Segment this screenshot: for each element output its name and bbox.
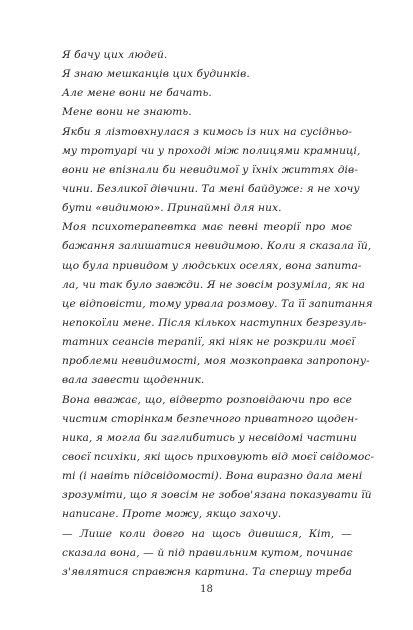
text-line: непокоїли мене. Після кількох наступних безрезуль- bbox=[62, 316, 367, 329]
body-text bbox=[62, 46, 375, 582]
text-line: Якби я лізтовхнулася з кимось із них на сусідньо- bbox=[62, 125, 352, 138]
text-line: чини. Безликої дівчини. Та мені байдуже: я не хочу bbox=[62, 182, 360, 195]
text-line: му тротуарі чи у проході між полицями крамниці, bbox=[62, 144, 361, 157]
text-line: вони не впізнали би невидимої у їхніх життях дів- bbox=[62, 163, 358, 176]
text-line: сказала вона, — й під правильним кутом, починає bbox=[62, 546, 353, 559]
text-line: з'являтися справжня картина. Та спершу треба bbox=[62, 565, 352, 578]
text-line: Вона вважає, що, відверто розповідаючи про все bbox=[62, 393, 352, 406]
text-line: проблеми невидимості, моя мозкоправка запропону- bbox=[62, 355, 370, 368]
text-line: написане. Проте можу, якщо захочу. bbox=[62, 508, 282, 521]
text-line: Але мене вони не бачать. bbox=[62, 87, 212, 100]
text-line: що була привидом у людських оселях, вона запита- bbox=[62, 259, 362, 272]
text-line: Моя психотерапевтка має певні теорії про моє bbox=[62, 221, 352, 234]
text-line: бажання залишатися невидимою. Коли я сказала їй, bbox=[62, 240, 372, 253]
text-line: чистим сторінкам безпечного приватного щоден- bbox=[62, 412, 359, 425]
text-line: це відповісти, тому урвала розмову. Та її запитання bbox=[62, 297, 373, 310]
page-number: 18 bbox=[200, 584, 213, 595]
text-line: своєї психіки, які щось приховують від моєї свідомос- bbox=[62, 450, 375, 463]
text-line: вала завести щоденник. bbox=[62, 374, 205, 387]
text-line: бути «видимою». Принаймні для них. bbox=[62, 202, 282, 215]
text-line: зрозуміти, що я зовсім не зобов'язана показувати їй bbox=[62, 489, 372, 502]
text-line: Я бачу цих людей. bbox=[62, 49, 168, 61]
text-line: Мене вони не знають. bbox=[62, 106, 192, 119]
text-line: Я знаю мешканців цих будинків. bbox=[62, 68, 250, 81]
text-line: татних сеансів терапії, які ніяк не розкрили моєї bbox=[62, 336, 355, 349]
text-line: ника, я могла би заглибитись у несвідомі частини bbox=[62, 431, 357, 444]
text-line: — Лише коли довго на щось дивишся, Кіт, — bbox=[62, 527, 352, 540]
text-line: ла, чи так було завжди. Я не зовсім розуміла, як на bbox=[62, 278, 366, 291]
text-line: ті (і навіть підсвідомості). Вона виразно дала мені bbox=[62, 470, 363, 483]
